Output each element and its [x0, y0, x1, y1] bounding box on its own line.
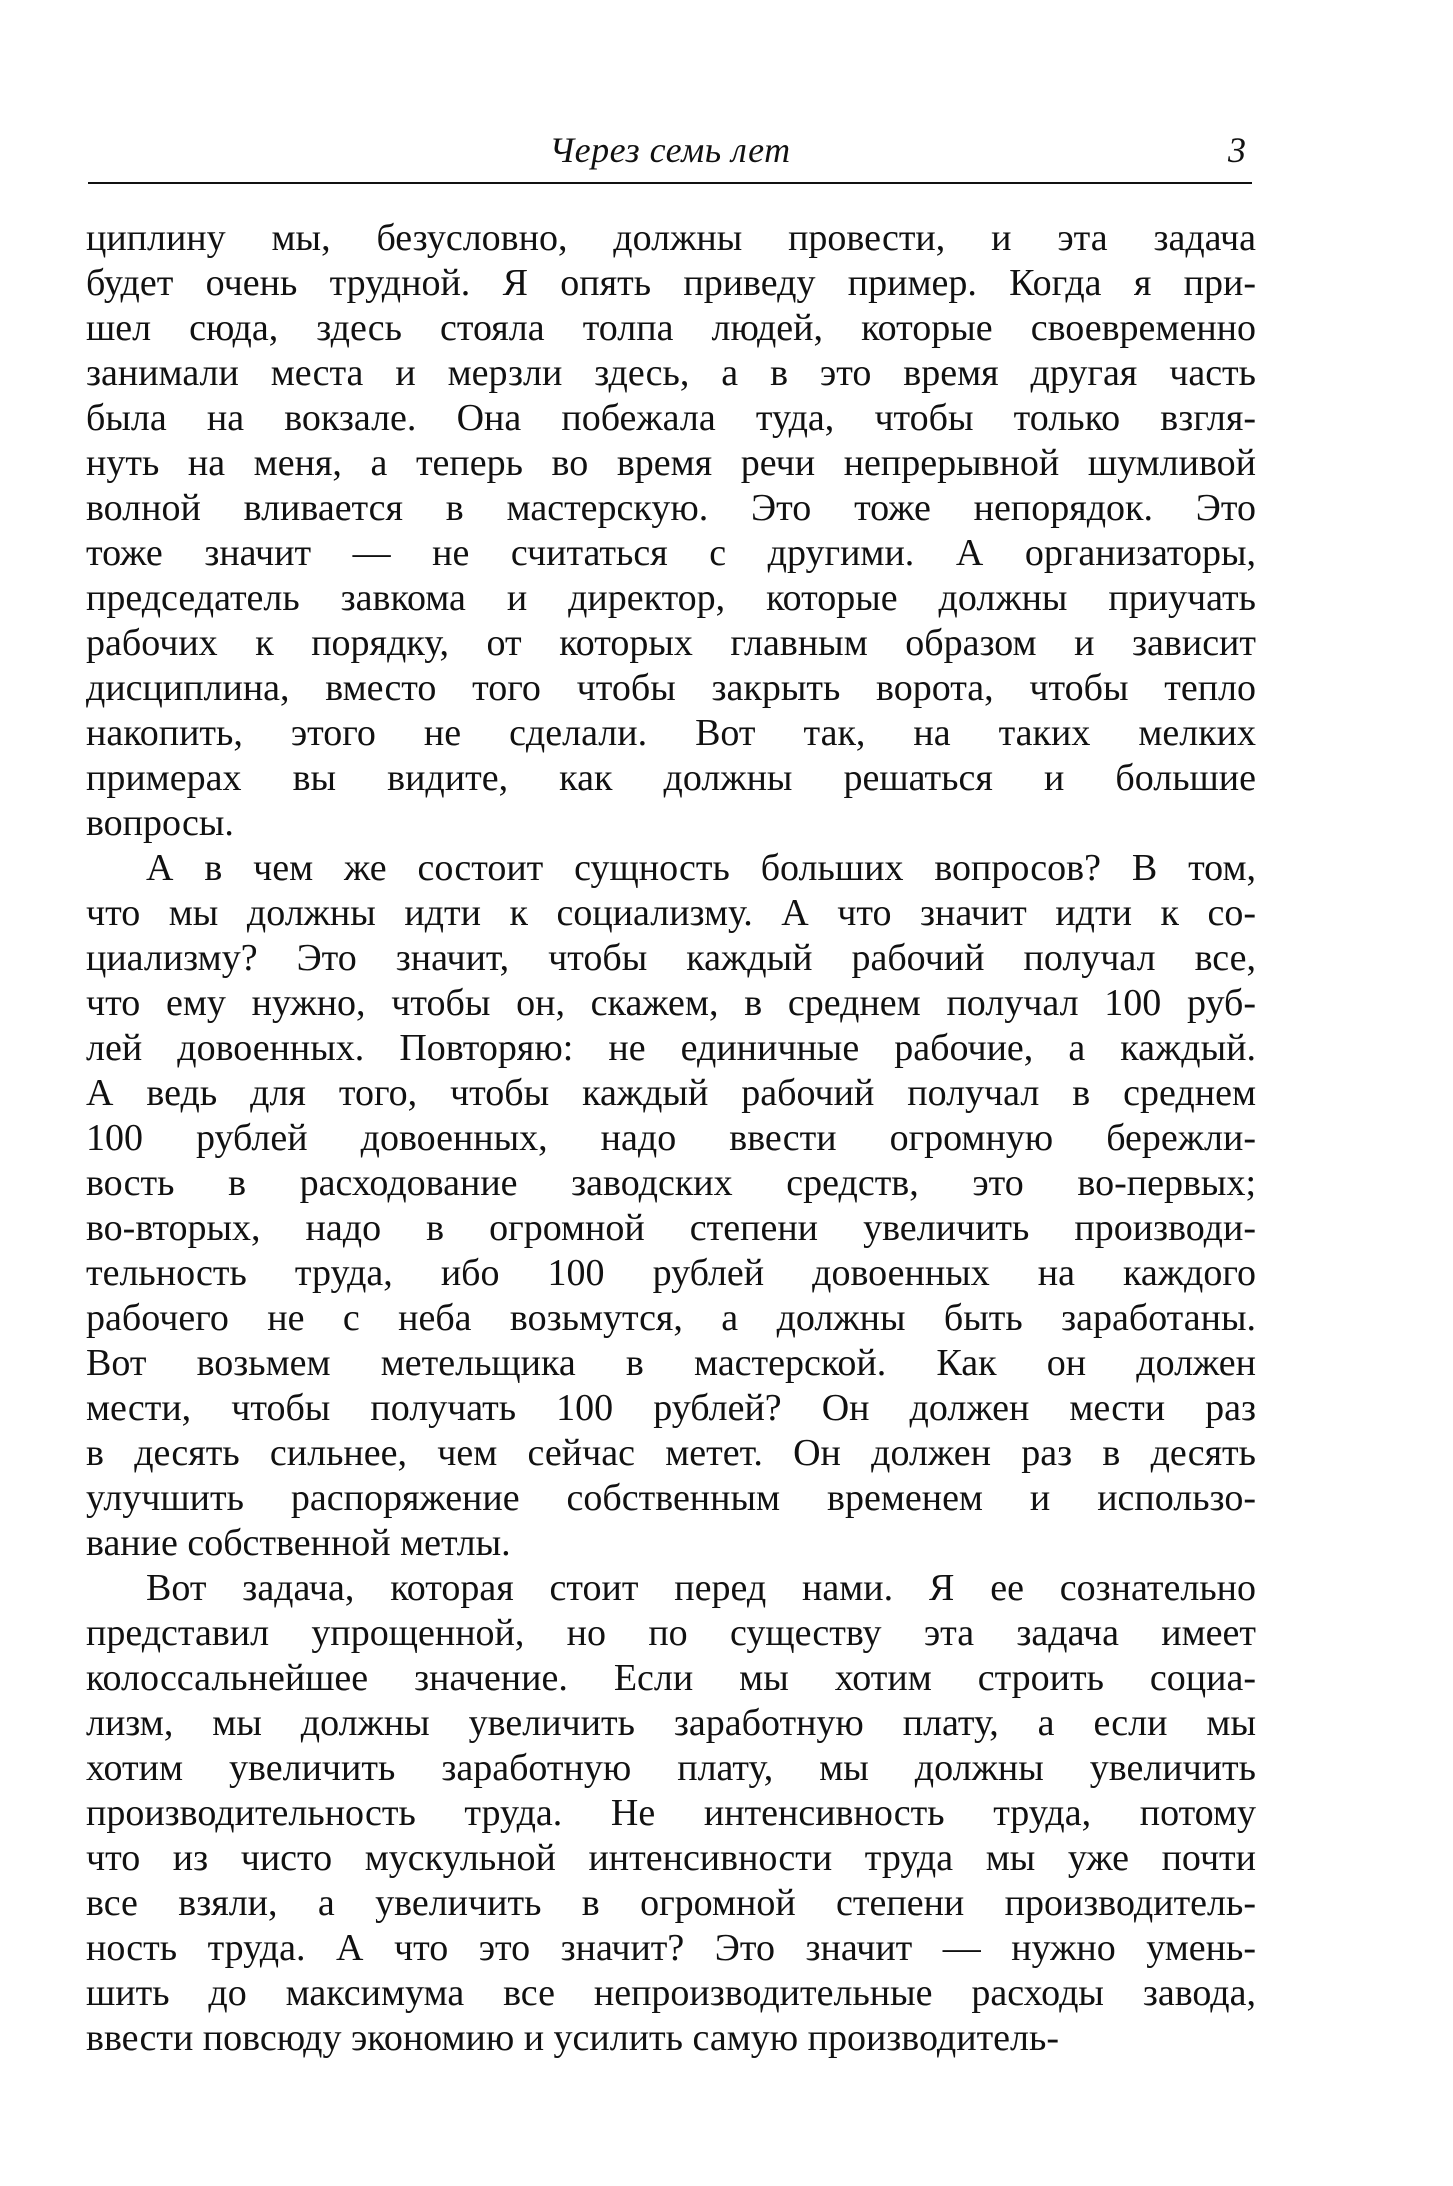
text-line: что ему нужно, чтобы он, скажем, в среднем получал 100 руб-	[86, 982, 1256, 1024]
text-line: А ведь для того, чтобы каждый рабочий получал в среднем	[86, 1072, 1256, 1114]
text-line: улучшить распоряжение собственным временем и использо-	[86, 1477, 1256, 1519]
text-line: вание собственной метлы.	[86, 1522, 511, 1564]
text-line: шел сюда, здесь стояла толпа людей, которые своевременно	[86, 307, 1256, 349]
text-line: рабочего не с неба возьмутся, а должны быть заработаны.	[86, 1297, 1256, 1339]
text-line: Вот возьмем метельщика в мастерской. Как он должен	[86, 1342, 1256, 1384]
text-line: лей довоенных. Повторяю: не единичные рабочие, а каждый.	[86, 1027, 1256, 1069]
running-title: Через семь лет	[549, 130, 791, 170]
text-line: представил упрощенной, но по существу эта задача имеет	[86, 1612, 1256, 1654]
text-line: накопить, этого не сделали. Вот так, на таких мелких	[86, 712, 1256, 754]
text-line: ввести повсюду экономию и усилить самую производитель-	[86, 2017, 1059, 2059]
text-line: председатель завкома и директор, которые должны приучать	[86, 577, 1256, 619]
text-line: примерах вы видите, как должны решаться и большие	[86, 757, 1256, 799]
text-line: Вот задача, которая стоит перед нами. Я ее сознательно	[146, 1567, 1256, 1609]
text-line: во-вторых, надо в огромной степени увеличить производи-	[86, 1207, 1256, 1249]
text-line: шить до максимума все непроизводительные расходы завода,	[86, 1972, 1256, 2014]
page-number: 3	[1228, 130, 1246, 170]
paragraph	[86, 216, 1256, 846]
text-line: циплину мы, безусловно, должны провести, и эта задача	[86, 217, 1256, 259]
text-line: что из чисто мускульной интенсивности труда мы уже почти	[86, 1837, 1256, 1879]
text-line: волной вливается в мастерскую. Это тоже непорядок. Это	[86, 487, 1256, 529]
text-line: в десять сильнее, чем сейчас метет. Он должен раз в десять	[86, 1432, 1256, 1474]
text-line: вопросы.	[86, 802, 234, 844]
text-line: циализму? Это значит, чтобы каждый рабочий получал все,	[86, 937, 1256, 979]
text-line: лизм, мы должны увеличить заработную плату, а если мы	[86, 1702, 1256, 1744]
text-line: все взяли, а увеличить в огромной степени производитель-	[86, 1882, 1256, 1924]
text-line: вость в расходование заводских средств, это во-первых;	[86, 1162, 1256, 1204]
text-line: А в чем же состоит сущность больших вопросов? В том,	[146, 847, 1256, 889]
text-line: нуть на меня, а теперь во время речи непрерывной шумливой	[86, 442, 1256, 484]
text-line: мести, чтобы получать 100 рублей? Он должен мести раз	[86, 1387, 1256, 1429]
text-line: дисциплина, вместо того чтобы закрыть ворота, чтобы тепло	[86, 667, 1256, 709]
text-line: тельность труда, ибо 100 рублей довоенных на каждого	[86, 1252, 1256, 1294]
text-line: производительность труда. Не интенсивность труда, потому	[86, 1792, 1256, 1834]
text-line: будет очень трудной. Я опять приведу пример. Когда я при-	[86, 262, 1256, 304]
text-line: рабочих к порядку, от которых главным образом и зависит	[86, 622, 1256, 664]
text-line: 100 рублей довоенных, надо ввести огромную бережли-	[86, 1117, 1256, 1159]
text-line: была на вокзале. Она побежала туда, чтобы только взгля-	[86, 397, 1256, 439]
running-header	[88, 126, 1252, 184]
text-line: тоже значит — не считаться с другими. А организаторы,	[86, 532, 1256, 574]
paragraph	[86, 1566, 1256, 2061]
paragraph	[86, 846, 1256, 1566]
text-line: колоссальнейшее значение. Если мы хотим строить социа-	[86, 1657, 1256, 1699]
text-line: что мы должны идти к социализму. А что значит идти к со-	[86, 892, 1256, 934]
text-line: хотим увеличить заработную плату, мы должны увеличить	[86, 1747, 1256, 1789]
body-text	[86, 216, 1256, 2061]
text-line: занимали места и мерзли здесь, а в это время другая часть	[86, 352, 1256, 394]
text-line: ность труда. А что это значит? Это значит — нужно умень-	[86, 1927, 1256, 1969]
